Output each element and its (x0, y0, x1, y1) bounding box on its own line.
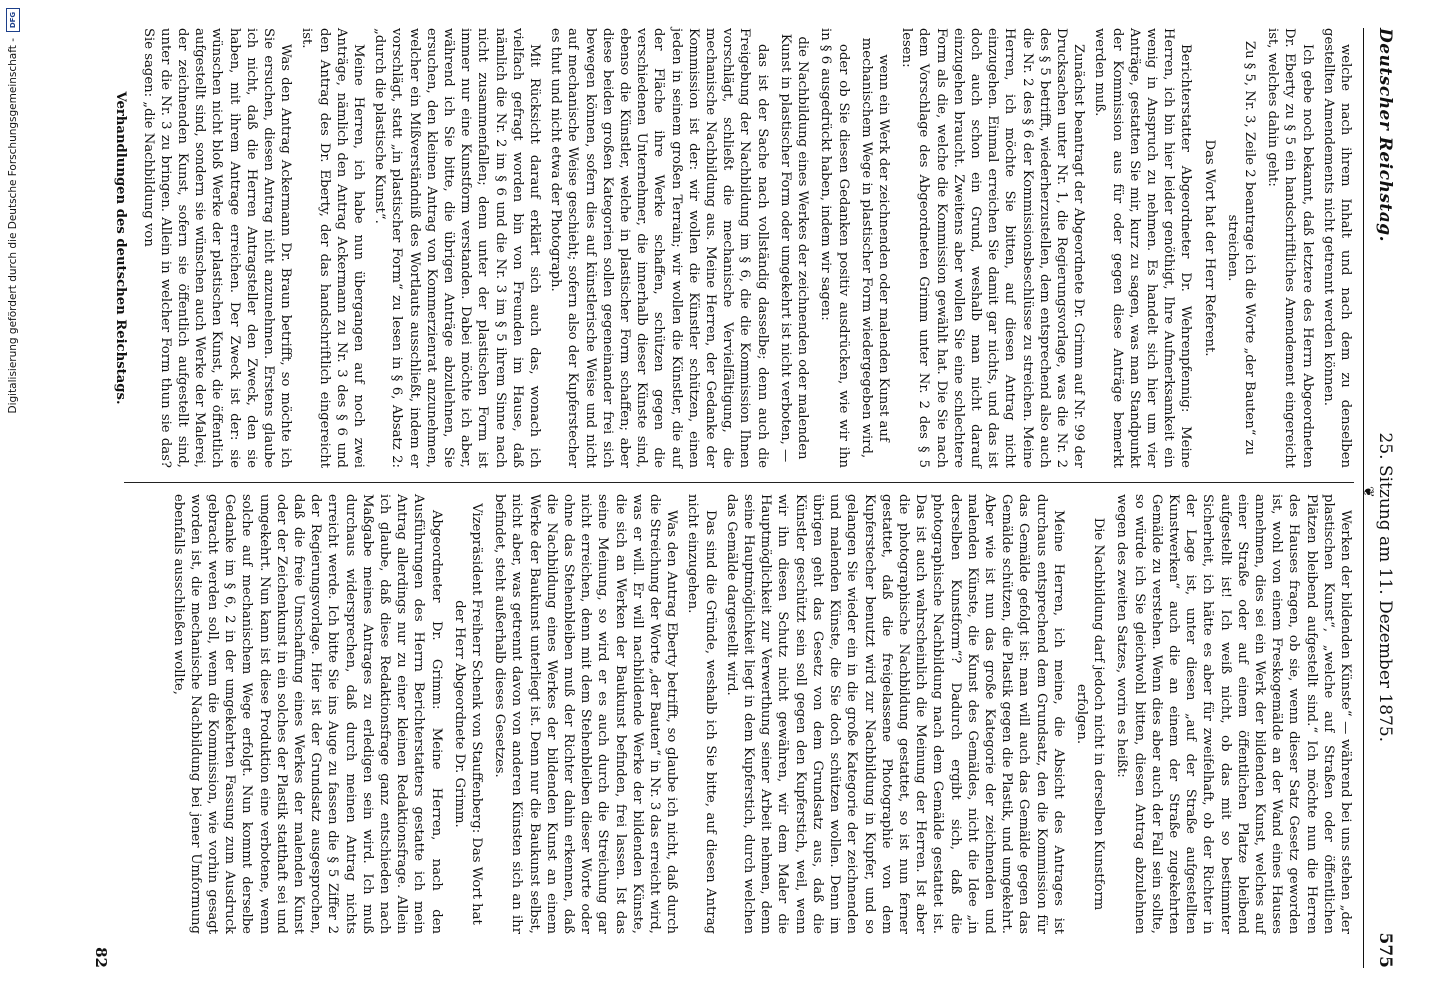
page-footer-number: 82 (92, 947, 110, 968)
quoted-clause: die Nachbildung eines Werkes der zeichnenden oder malenden Kunst in plastischer Form oder umgekehrt ist nicht verboten, — (777, 33, 811, 463)
proceedings-title: Verhandlungen des deutschen Reichstags. (113, 91, 129, 405)
ornament-icon: ❦ (1360, 486, 1376, 498)
paragraph: Das sind die Gründe, weshalb ich Sie bitte, auf diesen Antrag nicht einzugehen. (685, 494, 718, 934)
paragraph: oder ob Sie diesen Gedanken positiv ausdrücken, wie wir ihn in § 6 ausgedrückt haben, indem wir sagen: (818, 28, 851, 468)
paragraph: welche nach ihrem Inhalt und nach dem zu denselben gestellten Amendements nicht getrennt werden können. (1320, 28, 1353, 468)
paragraph: Was den Antrag Ackermann Dr. Braun betrifft, so möchte ich Sie ersuchen, diesen Antrag nicht anzunehmen. Erstens glaube ich nicht, daß die Herren Antragsteller den Zweck, den sie haben, mit ihrem Antrage erreichen. Der Zweck ist der: sie wünschen nicht bloß Werke der plastischen Kunst, die öffentlich aufgestellt sind, sondern sie wünschen auch Werke der Malerei, der zeichnenden Kunst, sofern sie öffentlich aufgestellt sind, unter die Nr. 3 zu bringen. Allein in welcher Form thun sie das? Sie sagen: „die Nachbildung von (140, 28, 294, 468)
paragraph: Mit Rücksicht darauf erklärt sich auch das, wonach ich vielfach gefragt worden bin von Freunden im Hause, daß nämlich die Nr. 2 im § 6 und die Nr. 3 im § 5 ihrem Sinne nach nicht zusammenfallen; denn unter der plastischen Form ist immer nur eine Kunstform verstanden. Dabei möchte ich aber, während ich Sie bitte, die übrigen Anträge abzulehnen, Sie ersuchen, den kleinen Antrag von Kommerzienrat anzunehmen, welcher ein Mißverständniß des Wortlauts ausschließt, indem er vorschlägt, statt „in plastischer Form“ zu lesen in § 6, Absatz 2: „durch die plastische Kunst“. (372, 28, 543, 468)
rotated-page (80, 28, 1400, 968)
header-session: 25. Sitzung am 11. Dezember 1875. (1375, 432, 1395, 743)
floor-notice: Das Wort hat der Herr Referent. (1201, 139, 1217, 357)
paragraph: Meine Herren, ich meine, die Absicht des Antrages ist durchaus entsprechend dem Grundsatz, den die Kommission für das Gemälde gefolgt ist: man will auch das Gemälde gegen das Gemälde schützen, die Plastik gegen die Plastik, und umgekehrt. Aber wie ist nun das große Kategorie der zeichnenden und malenden Künste, die Kunst des Gemäldes, nicht die Idee „in derselben Kunstform“? Dadurch ergibt sich, daß die photographische Nachbildung nach dem Gemälde gestattet ist. Das ist auch wahrscheinlich die Meinung der Herren. Ist aber die photographische Nachbildung gestattet, so ist nun ferner gestattet, daß die freigelassene Photographie von dem Kupferstecher benutzt wird zur Nachbildung in Kupfer, und so gelangen Sie wieder ein in die große Kategorie der zeichnenden und malenden Künste, die Sie doch schützen wollen. Denn im übrigen geht das Gesetz von dem Grundsatz aus, daß die Künstler geschützt sein soll gegen den Kupferstich, weil, wenn wir ihn diesen Schutz nicht gewähren, wir dem Maler die Hauptmöglichkeit zur Verwerthung seiner Arbeit nehmen, denn seine Hauptmöglichkeit liegt in dem Kupferstich, durch welchen das Gemälde dargestellt wird. (723, 494, 1066, 934)
paragraph: Abgeordneter Dr. Grimm: Meine Herren, nach den Ausführungen des Herrn Berichterstatters gestatte ich mein Antrag allerdings nur zu einer kleinen Redaktionsfrage. Allein ich glaube, daß diese Redaktionsfrage ganz entschieden nach Maßgabe meines Antrages zu erledigen sein wird. Ich muß durchaus widersprechen, daß durch meinen Antrag nichts erreicht werde. Ich bitte Sie ins Auge zu fassen die § 5 Ziffer 2 der Regierungsvorlage. Hier ist der Grundsatz ausgesprochen, daß die freie Umschaffung eines Werkes der malenden Kunst oder der Zeichenkunst in ein solches der Plastik statthaft sei und umgekehrt. Nun kann ist diese Produktion eine verbotene, wenn solche auf mechanischem Wege erfolgt. Nun kommt derselbe Gedanke im § 6, 2 in der umgekehrten Fassung zum Ausdruck gebracht werden soll, wenn die Kommission, wie vorhin gesagt worden ist, die mechanische Nachbildung bei jener Umformung ebenfalls ausschließen wollte, (170, 494, 444, 934)
paragraph: Werken der bildenden Künste“ — während bei uns stehen „der plastischen Kunst“, „welche auf Straßen oder öffentlichen Plätzen bleibend aufgestellt sind.“ Ich möchte nun die Herren des Hauses fragen, ob sie, wenn dieser Satz Gesetz geworden ist, wohl von einem Freskogemälde an der Wand eines Hauses annehmen, dies sei ein Werk der bildenden Kunst, welches auf einer Straße oder auf einem öffentlichen Platze bleibend aufgestellt ist! Ich weiß nicht, ob das mit so bestimmter Sicherheit, ich hätte es aber für zweifelhaft, ob der Richter in der Lage ist, unter diesen „auf der Straße aufgestellten Kunstwerken“ auch die an einem der Straße zugekehrten Gemälde zu verstehen. Wenn dies aber auch der Fall sein sollte, so würde ich Sie gleichwohl bitten, diesen Antrag abzulehnen wegen des zweiten Satzes, worin es heißt: (1114, 494, 1353, 934)
header-rule (1363, 28, 1364, 968)
dfg-logo: DFG (6, 8, 20, 32)
paragraph: Berichterstatter Abgeordneter Dr. Wehrenpfennig: Meine Herren, ich bin hier leider genöthigt, Ihre Aufmerksamkeit ein wenig in Anspruch zu nehmen. Es handelt sich hier um vier Anträge, gestatten Sie mir, kurz zu sagen, was man Standpunkt der Kommission aus für oder gegen diese Anträge bemerkt werden muß. (1092, 28, 1194, 468)
page-header (1370, 28, 1400, 968)
quoted-clause: wenn ein Werk der zeichnenden oder malenden Kunst auf mechanischem Wege in plastischer Form wiedergegeben wird, (858, 37, 891, 459)
quoted-amendment: Zu § 5, Nr. 3, Zeile 2 beantrage ich die Worte „der Bauten“ zu streichen. (1224, 40, 1257, 456)
paragraph: das ist der Sache nach vollständig dasselbe; denn auch die Freigebung der Nachbildung im § 6, die die Kommission Ihnen vorschlägt, schließt die mechanische Vervielfältigung, die mechanische Nachbildung aus. Meine Herren, der Gedanke der Kommission ist der: wir wollen die Künstler schützen, einen jeden in seinem großen Terrain; wir wollen die Künstler, die auf der Fläche ihre Werke schaffen, schützen gegen die verschiedenen Unternehmer, die innerhalb dieser Künste sind, ebenso die Künstler, welche in plastischer Form schaffen; aber diese beiden großen Kategorien sollen gegeneinander frei sich bewegen können, sofern dies auf künstlerische Weise und nicht auf mechanische Weise geschieht; sofern also der Kupferstecher es thut und nicht etwa der Photograph. (548, 28, 770, 468)
paragraph: Was den Antrag Eberty betrifft, so glaube ich nicht, daß durch die Streichung der Worte „der Bauten“ in Nr. 3 das erreicht wird, was er will. Er will nachbildende Werke der bildenden Künste, die sich an Werken der Baukunst befinden, frei lassen. Ist das seine Meinung, so wird er es auch durch die Streichung gar nicht erreichen, denn mit dem Stehenbleiben dieser Worte oder ohne das Stehenbleiben muß der Richter dahin erkennen, daß die Nachbildung eines Werkes der bildenden Kunst an einem Werke der Baukunst unterliegt ist. Denn nur die Baukunst selbst, nicht aber, was getrennt davon von anderen Künsten sich an ihr befindet, steht außerhalb dieses Gesetzes. (492, 494, 680, 934)
quoted-clause: Die Nachbildung darf jedoch nicht in derselben Kunstform erfolgen. (1073, 517, 1107, 911)
left-column (113, 28, 1354, 468)
paragraph: Zunächst beantragt der Abgeordnete Dr. Grimm auf Nr. 99 der Drucksachen unter Nr. 1, die Regierungsvorlage, was die Nr. 2 des § 5 betrifft, wiederherzustellen, dem entsprechend also auch die Nr. 2 des § 6 der Kommissionsbeschlüsse zu streichen. Meine Herren, ich möchte Sie bitten, auf diesen Antrag nicht einzugehen. Einmal erreichen Sie damit gar nichts, und das ist doch auch schon ein Grund, weshalb man nicht darauf einzugehen braucht. Zweitens aber wollen Sie eine schlechtere Form als die, welche die Kommission gewählt hat. Die Sie nach dem Vorschlage des Abgeordneten Grimm unter Nr. 2 des § 5 lesen: (899, 28, 1087, 468)
column-divider (124, 482, 1354, 483)
digitization-notice (2, 0, 24, 1000)
header-publication: Deutscher Reichstag. (1375, 28, 1395, 243)
header-page-number: 575 (1375, 932, 1395, 968)
digitization-notice-text: Digitalisierung gefördert durch die Deutsche Forschungsgemeinschaft - (7, 38, 19, 414)
paragraph: Meine Herren, ich habe nun übergangen auf noch zwei Anträge, nämlich den Antrag Ackermann zu Nr. 3 des § 6 und den Antrag des Dr. Eberty, der das handschriftlich eingereicht ist. (299, 28, 367, 468)
speaker-announcement: Vizepräsident Freiherr Schenk von Stauffenberg: Das Wort hat der Herr Abgeordnete Dr. Grimm. (451, 503, 485, 925)
right-column (124, 494, 1354, 934)
paragraph: Ich gebe noch bekannt, daß letztere des Herrn Abgeordneten Dr. Eberty zu § 5 ein handschriftliches Amendement eingereicht ist, welches dahin geht: (1265, 28, 1315, 468)
